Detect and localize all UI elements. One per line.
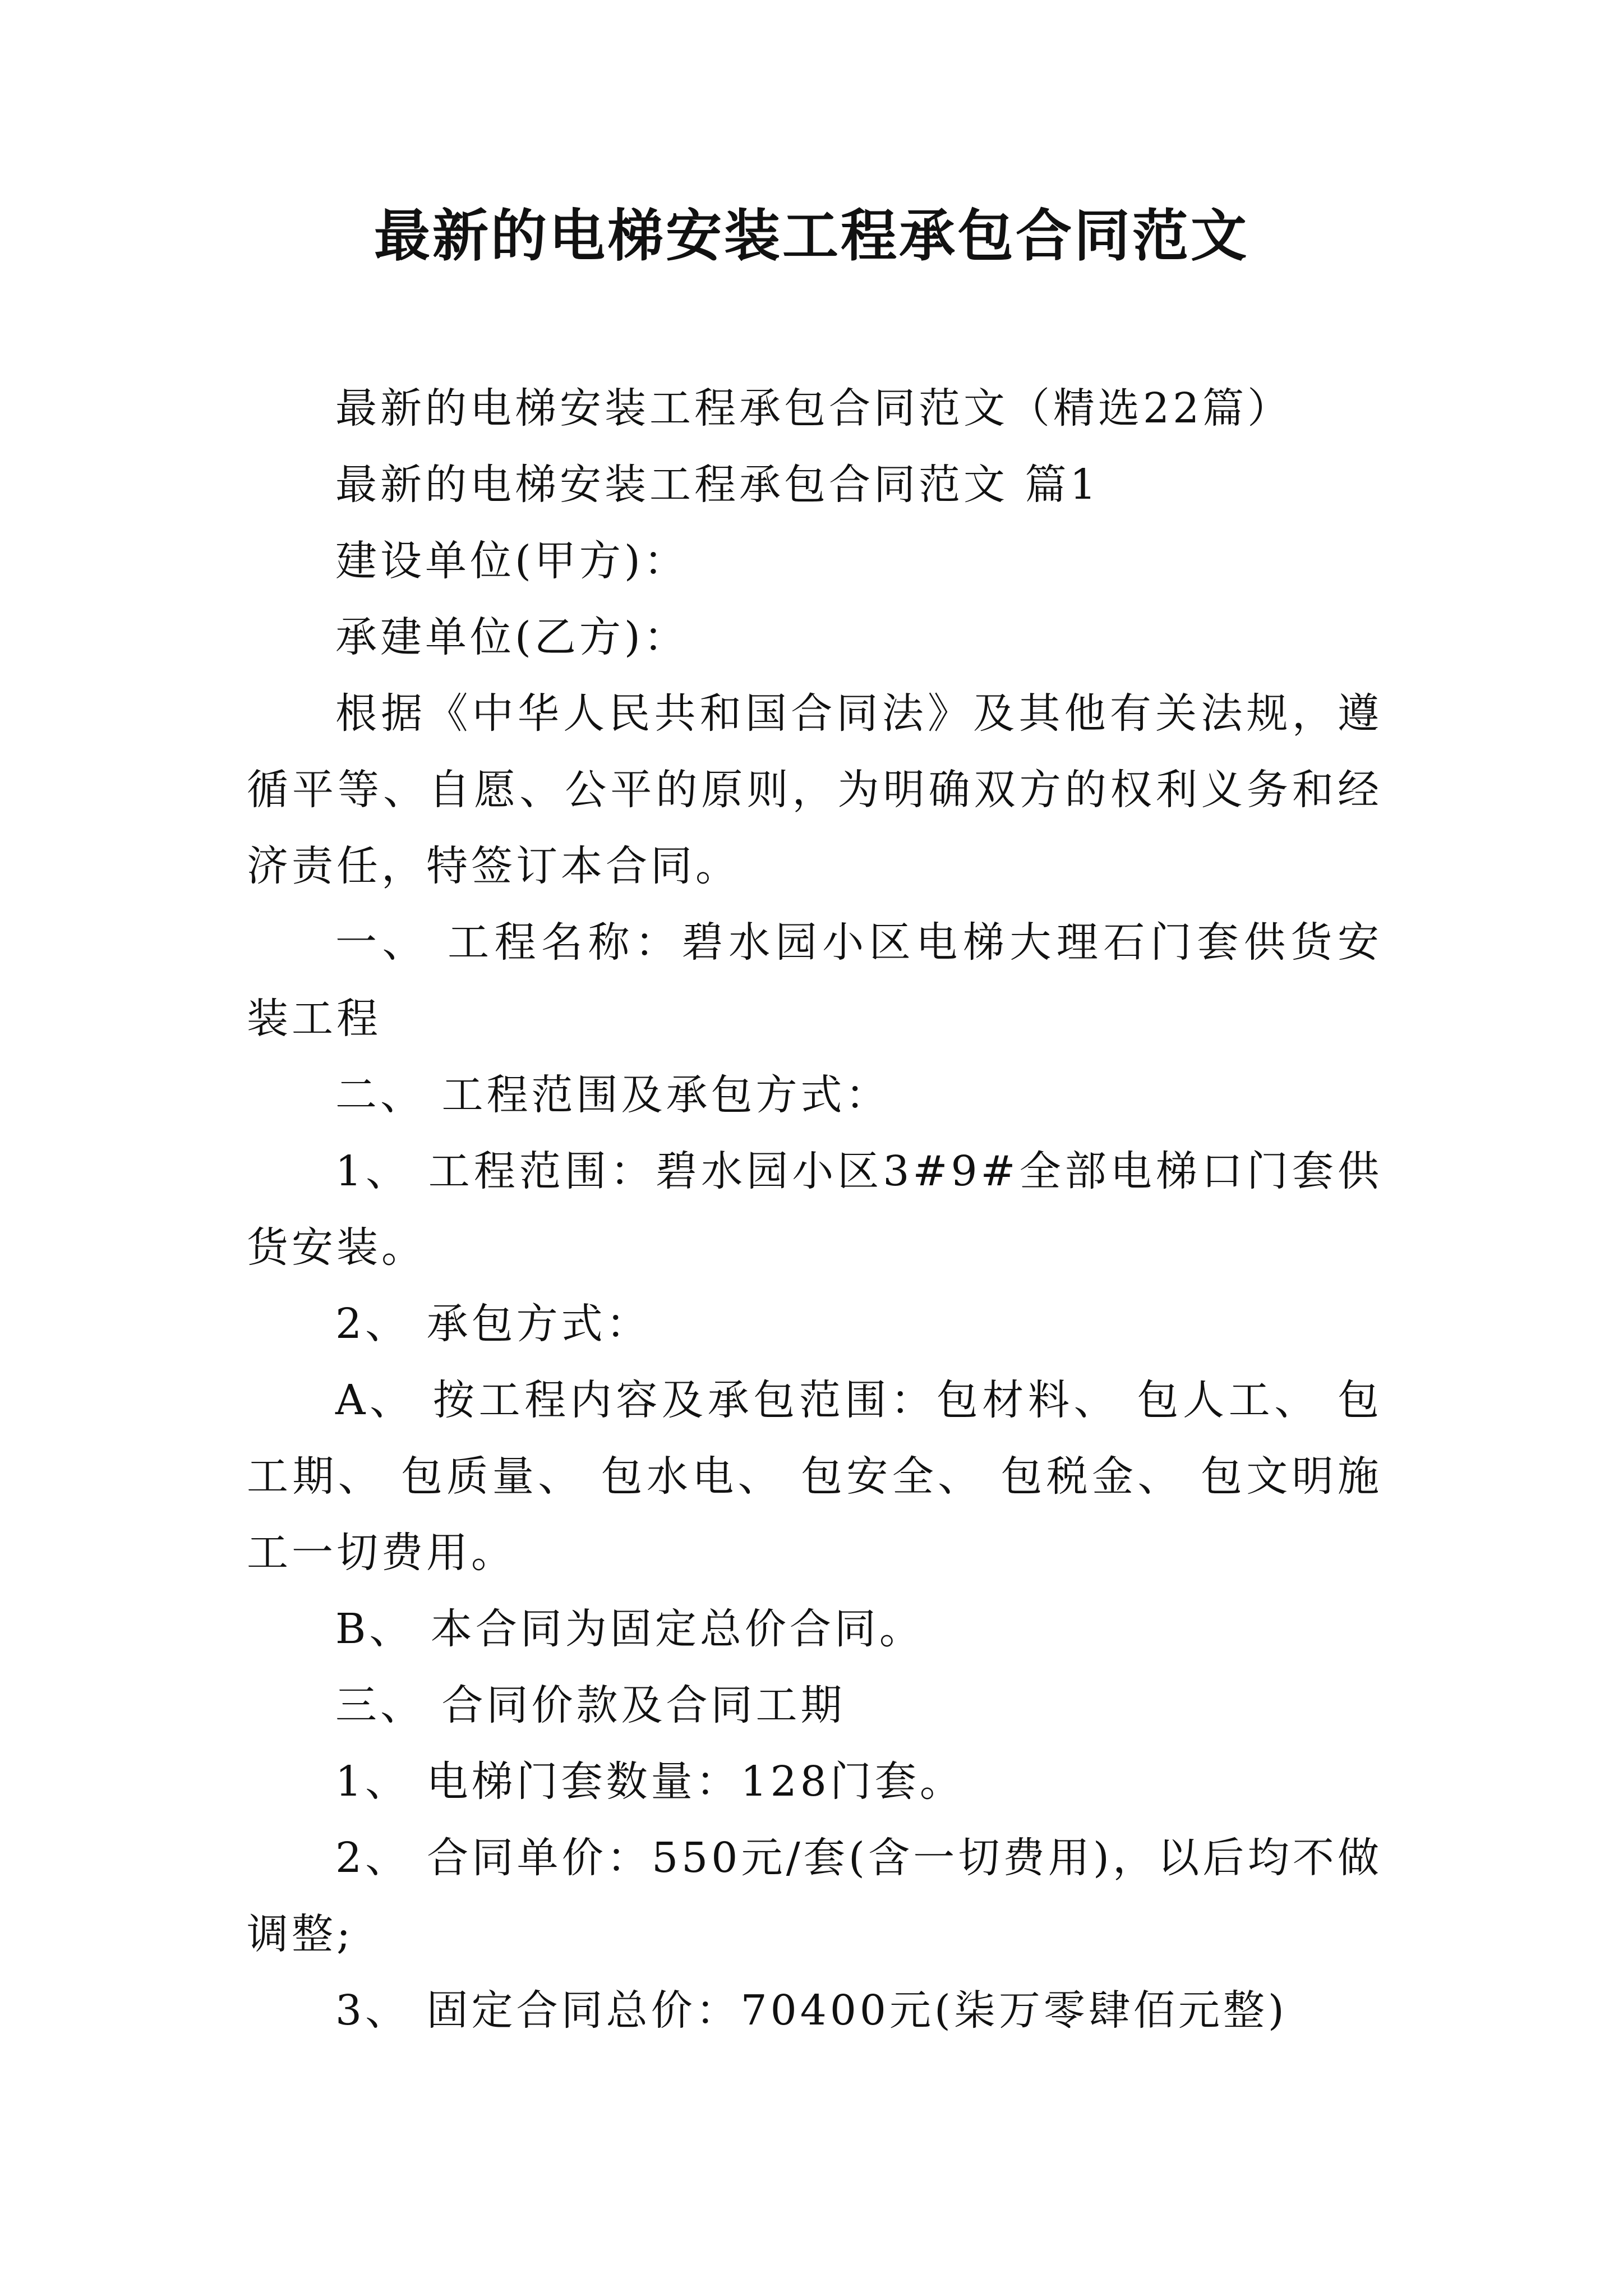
paragraph-preamble: 根据《中华人民共和国合同法》及其他有关法规，遵循平等、自愿、公平的原则，为明确双方的权利义务和经济责任，特签订本合同。 [247, 689, 1382, 890]
paragraph-fixed-price: B、 本合同为固定总价合同。 [335, 1605, 924, 1653]
paragraph-quantity: 1、 电梯门套数量：128门套。 [335, 1757, 965, 1806]
paragraph-subtitle: 最新的电梯安装工程承包合同范文（精选22篇） [335, 384, 1293, 432]
paragraph-party-a: 建设单位(甲方)： [335, 537, 689, 585]
paragraph-total-price: 3、 固定合同总价：70400元(柒万零肆佰元整) [335, 1986, 1288, 2035]
paragraph-project-name: 一、 工程名称：碧水园小区电梯大理石门套供货安装工程 [247, 918, 1382, 1043]
paragraph-scope: 1、 工程范围：碧水园小区3#9#全部电梯口门套供货安装。 [247, 1147, 1382, 1272]
paragraph-unit-price: 2、 合同单价：550元/套(含一切费用)，以后均不做调整; [247, 1834, 1382, 1958]
paragraph-section-heading: 最新的电梯安装工程承包合同范文 篇1 [335, 461, 1100, 509]
paragraph-scope-heading: 二、 工程范围及承包方式： [335, 1071, 891, 1119]
paragraph-contract-method: 2、 承包方式： [335, 1300, 651, 1348]
paragraph-contract-items: A、 按工程内容及承包范围：包材料、 包人工、 包工期、 包质量、 包水电、 包安全、 包税金、 包文明施工一切费用。 [247, 1376, 1382, 1577]
paragraph-price-heading: 三、 合同价款及合同工期 [335, 1681, 846, 1729]
document-title: 最新的电梯安装工程承包合同范文 [374, 203, 1249, 269]
document-body [247, 370, 1382, 2049]
paragraph-party-b: 承建单位(乙方)： [335, 613, 689, 661]
